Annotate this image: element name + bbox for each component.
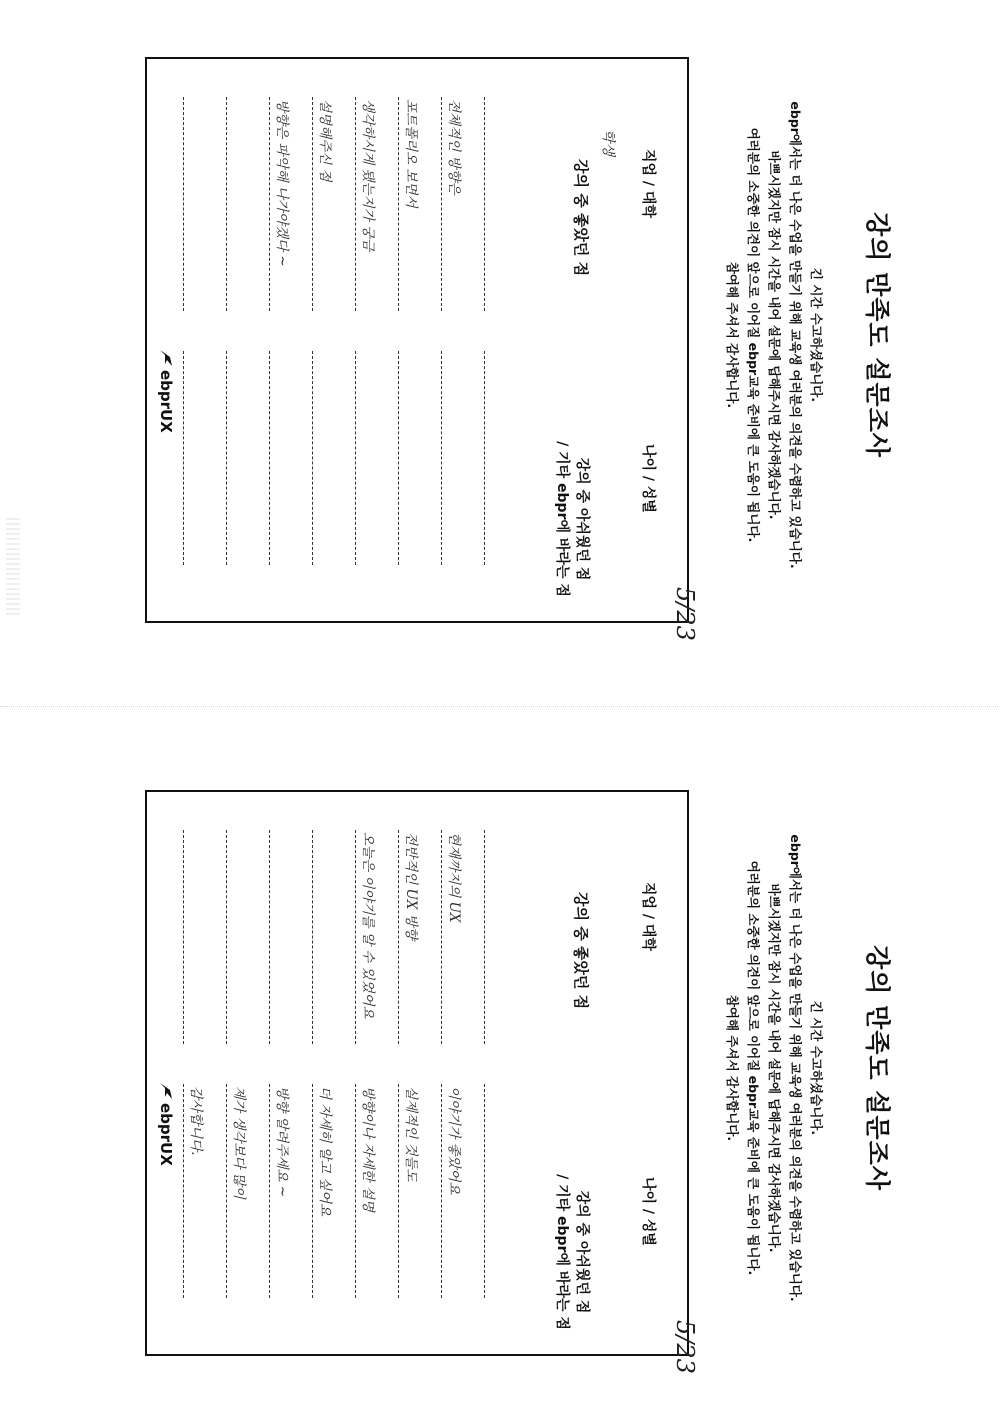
intro-line: 바쁘시겠지만 잠시 시간을 내어 설문에 답해주시면 감사하겠습니다. bbox=[767, 150, 782, 520]
survey-title: 강의 만족도 설문조사 bbox=[863, 945, 892, 1191]
survey-intro bbox=[722, 728, 827, 1408]
logo-text: ebprUX bbox=[157, 370, 175, 433]
intro-line: 여러분의 소중한 의견이 앞으로 이어질 ebpr교육 준비에 큰 도움이 됩니다. bbox=[746, 127, 761, 543]
answer-line bbox=[398, 1084, 441, 1298]
answer-line bbox=[484, 351, 527, 565]
handwritten-answer: 이야기가 좋았어요 bbox=[446, 1086, 462, 1195]
bad-points-column bbox=[183, 351, 527, 565]
handwritten-answer: 설명해주신 점 bbox=[317, 99, 333, 182]
page-number: 5/23 bbox=[671, 587, 699, 641]
intro-line: 긴 시간 수고하셨습니다. bbox=[809, 267, 824, 403]
age-gender-label: 나이 / 성별 bbox=[640, 444, 656, 513]
answer-line bbox=[269, 830, 312, 1044]
bad-points-heading bbox=[552, 1152, 592, 1352]
answer-line bbox=[355, 1084, 398, 1298]
answer-line bbox=[183, 351, 226, 565]
answer-line bbox=[398, 351, 441, 565]
bad-heading-line: / 기타 ebpr에 바라는 점 bbox=[554, 1174, 570, 1330]
answer-line bbox=[312, 351, 355, 565]
answer-line bbox=[355, 830, 398, 1044]
handwritten-answer: 포트폴리오 보면서 bbox=[403, 99, 419, 208]
ebprux-logo bbox=[157, 1082, 175, 1166]
handwritten-answer: 전반적인 UX 방향 bbox=[403, 832, 419, 940]
bad-points-column bbox=[183, 1084, 527, 1298]
good-points-heading: 강의 중 좋았던 점 bbox=[572, 892, 590, 1010]
answer-line bbox=[183, 97, 226, 311]
bird-icon bbox=[159, 349, 173, 367]
handwritten-answer: 전체적인 방향은 bbox=[446, 99, 462, 195]
answer-line bbox=[398, 830, 441, 1044]
answer-line bbox=[269, 1084, 312, 1298]
answer-line bbox=[312, 1084, 355, 1298]
good-points-column bbox=[183, 830, 527, 1044]
answer-line bbox=[484, 830, 527, 1044]
job-label: 직업 / 대학 bbox=[640, 882, 656, 951]
survey-answer-box bbox=[145, 790, 689, 1356]
handwritten-answer: 오늘은 이야기를 알 수 있었어요 bbox=[360, 832, 376, 1019]
handwritten-answer: 생각하시게 됐는지가 궁금 bbox=[360, 99, 376, 252]
answer-line bbox=[441, 830, 484, 1044]
answer-line bbox=[269, 97, 312, 311]
survey-form-1 bbox=[157, 0, 905, 675]
answer-line bbox=[355, 351, 398, 565]
bad-heading-line: 강의 중 아쉬웠던 점 bbox=[574, 1190, 590, 1314]
survey-answer-box bbox=[145, 57, 689, 623]
job-label: 직업 / 대학 bbox=[640, 149, 656, 218]
handwritten-answer: 방향은 파악해 나가야겠다 ~ bbox=[274, 99, 290, 267]
bad-points-heading bbox=[552, 419, 592, 619]
answer-line bbox=[226, 830, 269, 1044]
intro-line: 여러분의 소중한 의견이 앞으로 이어질 ebpr교육 준비에 큰 도움이 됩니다. bbox=[746, 860, 761, 1276]
handwritten-answer: 감사합니다. bbox=[188, 1086, 204, 1156]
handwritten-answer: 더 자세히 알고 싶어요 bbox=[317, 1086, 333, 1217]
job-answer: 학생 bbox=[600, 129, 616, 157]
bad-heading-line: / 기타 ebpr에 바라는 점 bbox=[554, 441, 570, 597]
answer-line bbox=[398, 97, 441, 311]
answer-line bbox=[441, 97, 484, 311]
page-number: 5/23 bbox=[671, 1320, 699, 1374]
intro-line: ebpr에서는 더 나은 수업을 만들기 위해 교육생 여러분의 의견을 수렴하고 있습니다. bbox=[788, 101, 803, 569]
intro-line: 바쁘시겠지만 잠시 시간을 내어 설문에 답해주시면 감사하겠습니다. bbox=[767, 883, 782, 1253]
answer-line bbox=[441, 351, 484, 565]
handwritten-answer: 방향이나 자세한 설명 bbox=[360, 1086, 376, 1212]
answer-line bbox=[484, 97, 527, 311]
answer-line bbox=[226, 1084, 269, 1298]
handwritten-answer: 현재까지의 UX bbox=[446, 832, 462, 923]
survey-title: 강의 만족도 설문조사 bbox=[863, 212, 892, 458]
good-points-column bbox=[183, 97, 527, 311]
bird-icon bbox=[159, 1082, 173, 1100]
answer-line bbox=[312, 97, 355, 311]
answer-line bbox=[312, 830, 355, 1044]
bad-heading-line: 강의 중 아쉬웠던 점 bbox=[574, 457, 590, 581]
answer-line bbox=[183, 1084, 226, 1298]
answer-line bbox=[484, 1084, 527, 1298]
scan-artifact bbox=[6, 515, 20, 615]
good-points-heading: 강의 중 좋았던 점 bbox=[572, 159, 590, 277]
logo-text: ebprUX bbox=[157, 1103, 175, 1166]
answer-line bbox=[226, 97, 269, 311]
answer-line bbox=[441, 1084, 484, 1298]
intro-line: 참여해 주셔서 감사합니다. bbox=[725, 994, 740, 1142]
intro-line: 긴 시간 수고하셨습니다. bbox=[809, 1000, 824, 1136]
ebprux-logo bbox=[157, 349, 175, 433]
intro-line: 참여해 주셔서 감사합니다. bbox=[725, 261, 740, 409]
age-gender-label: 나이 / 성별 bbox=[640, 1177, 656, 1246]
answer-line bbox=[183, 830, 226, 1044]
answer-line bbox=[269, 351, 312, 565]
answer-line bbox=[226, 351, 269, 565]
survey-intro bbox=[722, 0, 827, 675]
handwritten-answer: 실제적인 것들도 bbox=[403, 1086, 419, 1182]
intro-line: ebpr에서는 더 나은 수업을 만들기 위해 교육생 여러분의 의견을 수렴하고 있습니다. bbox=[788, 834, 803, 1302]
survey-form-2 bbox=[157, 728, 905, 1408]
handwritten-answer: 제가 생각보다 많이 bbox=[231, 1086, 247, 1199]
page-divider bbox=[0, 706, 1000, 707]
handwritten-answer: 방향 알려주세요 ~ bbox=[274, 1086, 290, 1198]
answer-line bbox=[355, 97, 398, 311]
